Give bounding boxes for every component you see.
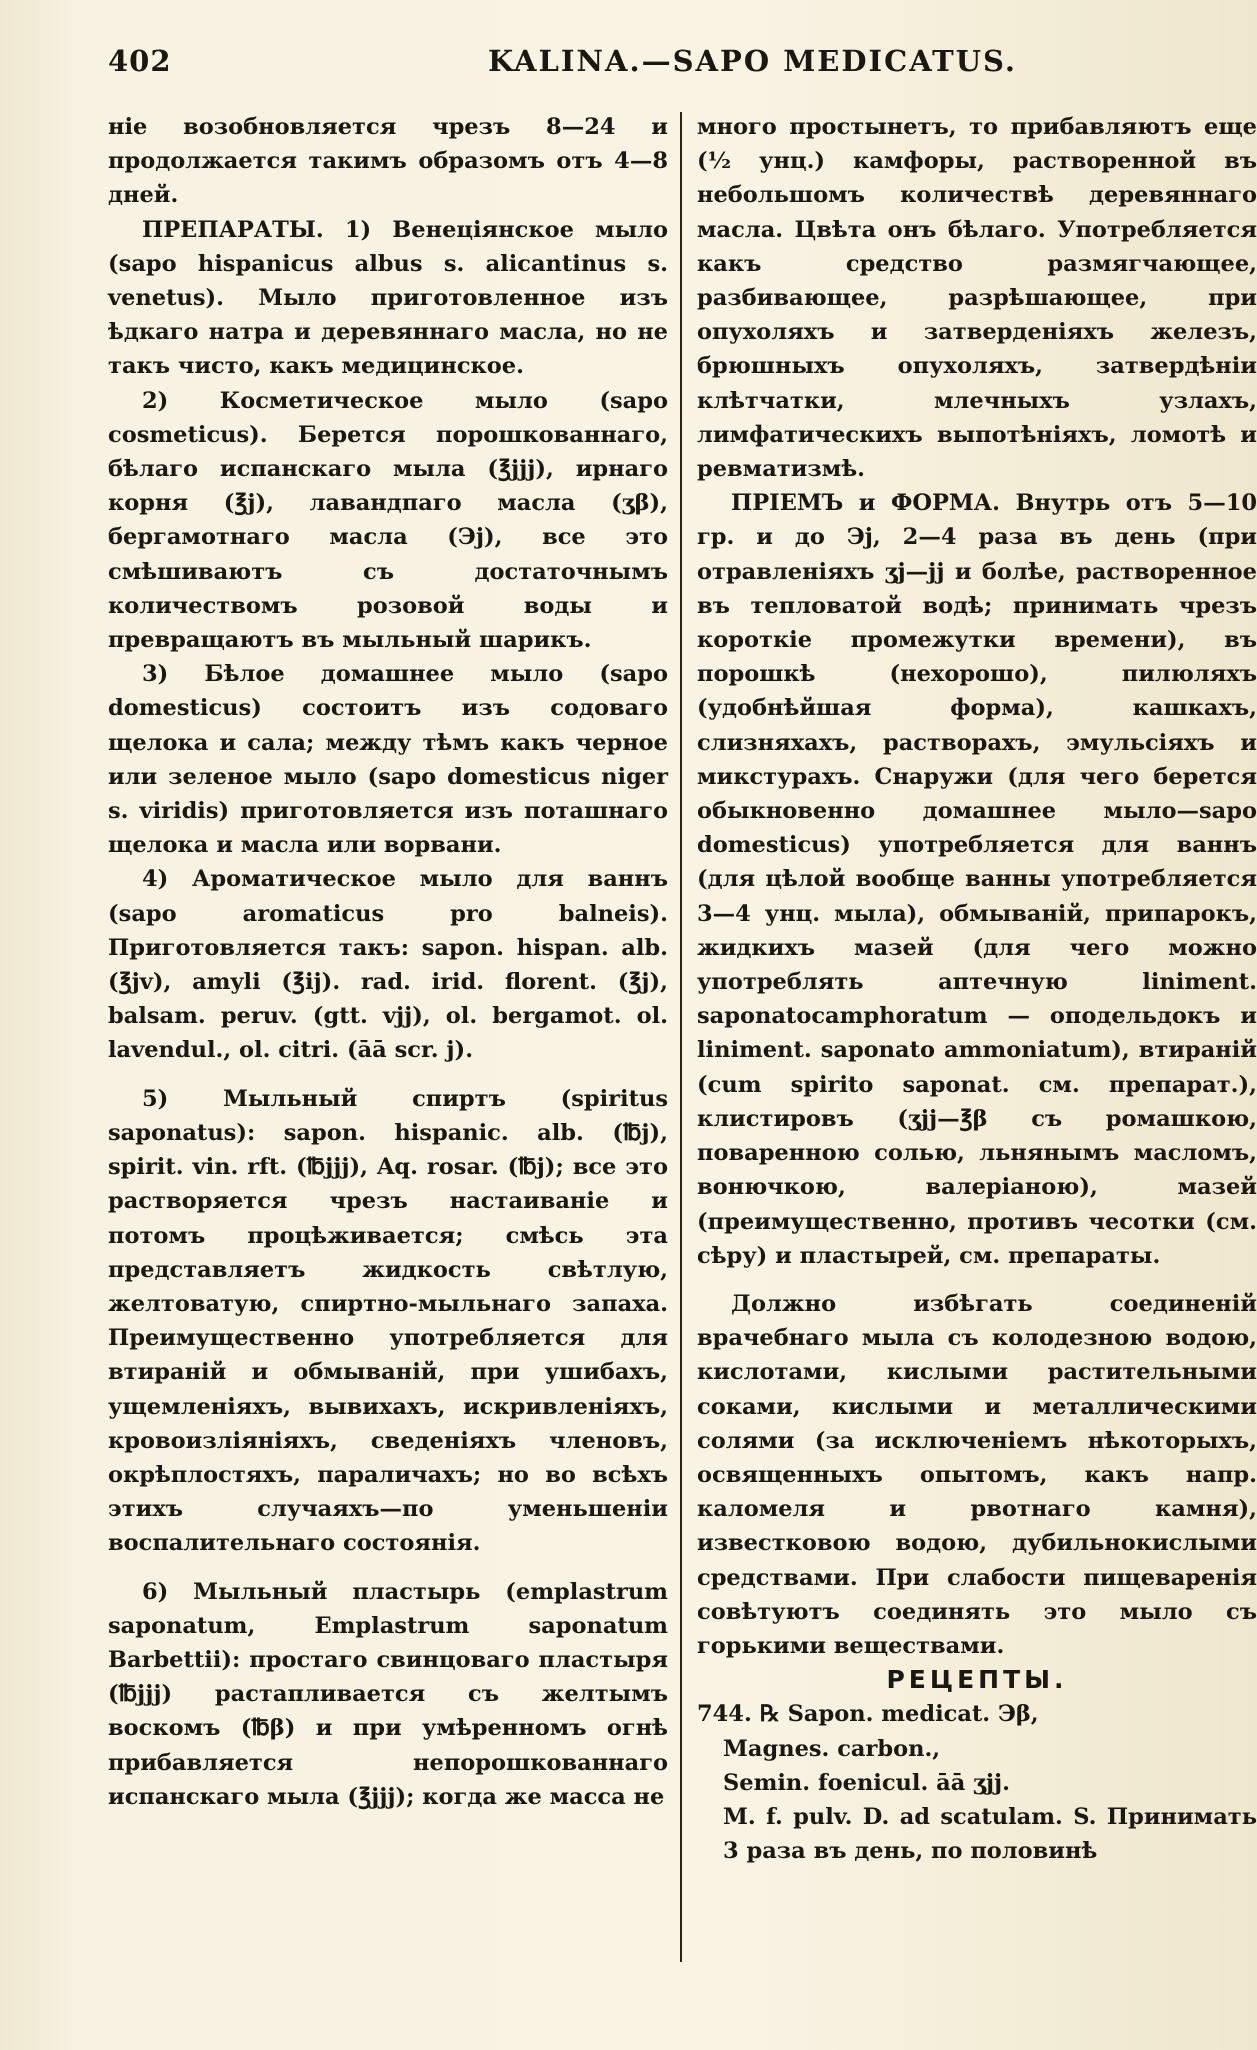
paragraph: 4) Ароматическое мыло для ваннъ (sapo aromaticus pro balneis). Приготовляется такъ: sapon. hispan. alb. (℥jv), amyli (℥ij). rad. irid. florent. (℥j), balsam. peruv. (gtt. vjj), ol. bergamot. ol. lavendul., ol. citri. (āā scr. j). xyxy=(108,866,668,1064)
paragraph: 2) Косметическое мыло (sapo cosmeticus). Берется порошкованнаго, бѣлаго испанскаго мыла (℥jjj), ирнаго корня (℥j), лавандпаго масла (ʒβ), бергамотнаго масла (Эj), все это смѣшиваютъ съ достаточнымъ количествомъ розовой воды и превращаютъ въ мыльный шарикъ. xyxy=(108,387,668,654)
paragraph: 5) Мыльный спиртъ (spiritus saponatus): sapon. hispanic. alb. (℔j), spirit. vin. rft. (℔jjj), Aq. rosar. (℔j); все это растворяется чрезъ настаиваніе и потомъ процѣживается; смѣсь эта представляетъ жидкость свѣтлую, желтоватую, спиртно-мыльнаго запаха. Преимущественно употребляется для втираній и обмываній, при ушибахъ, ущемленіяхъ, вывихахъ, искривленіяхъ, кровоизліяніяхъ, сведеніяхъ членовъ, окрѣплостяхъ, параличахъ; но во всѣхъ этихъ случаяхъ—по уменьшеніи воспалительнаго состоянія. xyxy=(108,1085,668,1557)
paragraph: ПРЕПАРАТЫ. 1) Венеціянское мыло (sapo hispanicus albus s. alicantinus s. venetus). Мыло приготовленное изъ ѣдкаго натра и деревяннаго масла, но не такъ чисто, какъ медицинское. xyxy=(108,216,668,380)
paragraph: Должно избѣгать соединеній врачебнаго мыла съ колодезною водою, кислотами, кислыми растительными соками, кислыми и металлическими солями (за исключеніемъ нѣкоторыхъ, освященныхъ опытомъ, какъ напр. каломеля и рвотнаго камня), известковою водою, дубильнокислыми средствами. При слабости пищеваренія совѣтуютъ соединять это мыло съ горькими веществами. xyxy=(697,1290,1257,1659)
recipes-heading: РЕЦЕПТЫ. xyxy=(886,1665,1068,1695)
paragraph: ПРІЕМЪ и ФОРМА. Внутрь отъ 5—10 гр. и до Эj, 2—4 раза въ день (при отравленіяхъ ʒj—jj и болѣе, растворенное въ тепловатой водѣ; принимать чрезъ короткіе промежутки времени), въ порошкѣ (нехорошо), пилюляхъ (удобнѣйшая форма), кашкахъ, слизняхахъ, растворахъ, эмульсіяхъ и микстурахъ. Снаружи (для чего берется обыкновенно домашнее мыло—sapo domesticus) употребляется для ваннъ (для цѣлой вообще ванны употребляется 3—4 унц. мыла), обмываній, припарокъ, жидкихъ мазей (для чего можно употреблять аптечную liniment. saponatocamphoratum — оподельдокъ и liniment. saponato ammoniatum), втираній (cum spirito saponat. см. препарат.), клистировъ (ʒjj—℥β съ ромашкою, поваренною солью, льнянымъ масломъ, вонючкою, валеріаною), мазей (преимущественно, противъ чесотки (см. сѣру) и пластырей, см. препараты. xyxy=(697,490,1257,1269)
paragraph: ніе возобновляется чрезъ 8—24 и продолжается такимъ образомъ отъ 4—8 дней. xyxy=(108,114,668,209)
recipe-line: Magnes. carbon., xyxy=(723,1735,941,1762)
paragraph: много простынетъ, то прибавляютъ еще (½ унц.) камфоры, растворенной въ небольшомъ количествѣ деревяннаго масла. Цвѣта онъ бѣлаго. Употребляется какъ средство размягчающее, разбивающее, разрѣшающее, при опухоляхъ и затверденіяхъ железъ, брюшныхъ опухоляхъ, затвердѣніи клѣтчатки, млечныхъ узлахъ, лимфатическихъ выпотѣніяхъ, ломотѣ и ревматизмѣ. xyxy=(697,114,1257,483)
left-column xyxy=(108,110,668,1814)
recipe-line: 744. ℞ Sapon. medicat. Эβ, xyxy=(697,1701,1039,1728)
page-number: 402 xyxy=(108,44,172,78)
column-divider xyxy=(680,112,682,1962)
recipe-line: Semin. foenicul. āā ʒjj. xyxy=(723,1769,1011,1796)
paragraph: 6) Мыльный пластырь (emplastrum saponatum, Emplastrum saponatum Barbettii): простаго свинцоваго пластыря (℔jjj) растапливается съ желтымъ воскомъ (℔β) и при умѣренномъ огнѣ прибавляется непорошкованнаго испанскаго мыла (℥jjj); когда же масса не xyxy=(108,1578,668,1810)
right-column xyxy=(697,110,1257,1868)
page-header xyxy=(108,44,1171,84)
paragraph: 3) Бѣлое домашнее мыло (sapo domesticus) состоитъ изъ содоваго щелока и сала; между тѣмъ какъ черное или зеленое мыло (sapo domesticus niger s. viridis) приготовляется изъ поташнаго щелока и масла или ворвани. xyxy=(108,661,668,859)
running-head: KALINA.—SAPO MEDICATUS. xyxy=(488,44,1017,78)
recipe-line: M. f. pulv. D. ad scatulam. S. Принимать 3 раза въ день, по половинѣ xyxy=(723,1803,1257,1865)
